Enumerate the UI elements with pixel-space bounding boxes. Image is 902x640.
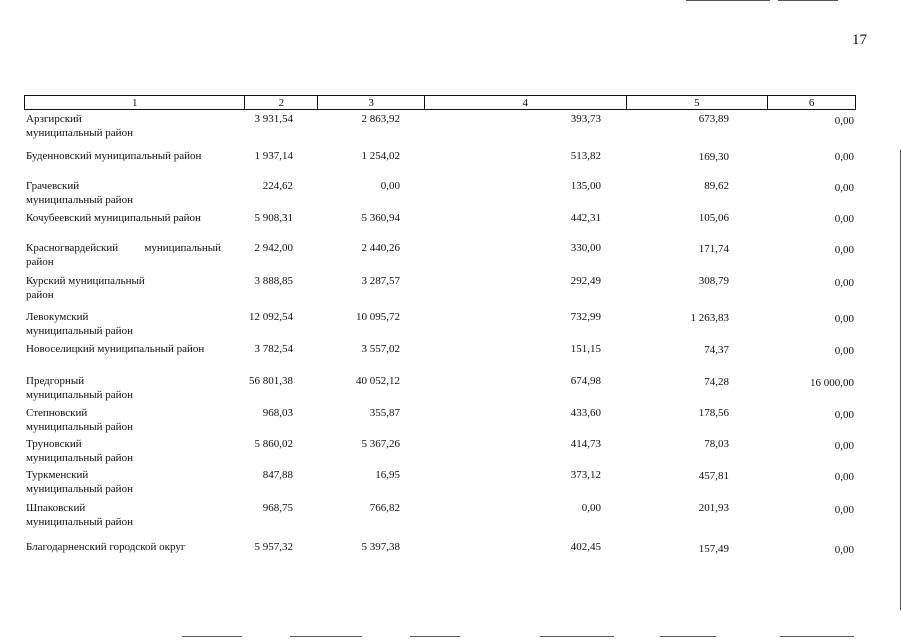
- cell-col6: 0,00: [834, 182, 854, 194]
- cell-col5: 105,06: [698, 212, 729, 224]
- cell-col4: 674,98: [570, 375, 601, 387]
- district-name: Благодарненский городской округ: [26, 541, 186, 553]
- cell-col5: 673,89: [698, 113, 729, 125]
- district-name: Левокумский муниципальный район: [26, 311, 133, 337]
- district-name: Грачевский муниципальный район: [26, 180, 133, 206]
- cell-col5: 308,79: [698, 275, 729, 287]
- cell-col2: 968,75: [262, 502, 293, 514]
- cell-col4: 373,12: [570, 469, 601, 481]
- scan-artifact-bottom: [410, 636, 460, 637]
- cell-col6: 0,00: [834, 244, 854, 256]
- table-header: [24, 95, 856, 110]
- district-name: Арзгирский муниципальный район: [26, 113, 133, 139]
- cell-col2: 2 942,00: [254, 242, 293, 254]
- cell-col6: 16 000,00: [810, 377, 854, 389]
- cell-col5: 74,28: [704, 376, 729, 388]
- district-name: Кочубеевский муниципальный район: [26, 212, 201, 224]
- cell-col6: 0,00: [834, 213, 854, 225]
- cell-col3: 355,87: [369, 407, 400, 419]
- scan-artifact-top: [778, 0, 838, 1]
- district-name: Курский муниципальный район: [26, 275, 145, 301]
- cell-col6: 0,00: [834, 151, 854, 163]
- cell-col5: 171,74: [698, 243, 729, 255]
- cell-col2: 3 782,54: [254, 343, 293, 355]
- cell-col2: 224,62: [262, 180, 293, 192]
- scan-artifact-right: [900, 150, 901, 610]
- district-name: Красногвардейский муниципальный район: [26, 242, 221, 268]
- cell-col3: 40 052,12: [356, 375, 400, 387]
- cell-col4: 513,82: [570, 150, 601, 162]
- cell-col2: 3 888,85: [254, 275, 293, 287]
- cell-col5: 157,49: [698, 543, 729, 555]
- cell-col4: 330,00: [570, 242, 601, 254]
- cell-col5: 201,93: [698, 502, 729, 514]
- cell-col3: 5 397,38: [361, 541, 400, 553]
- page-number: 17: [852, 32, 867, 48]
- cell-col2: 1 937,14: [254, 150, 293, 162]
- cell-col6: 0,00: [834, 409, 854, 421]
- cell-col2: 56 801,38: [249, 375, 293, 387]
- cell-col2: 3 931,54: [254, 113, 293, 125]
- cell-col5: 178,56: [698, 407, 729, 419]
- scan-artifact-bottom: [660, 636, 716, 637]
- header-cell: 1: [25, 96, 245, 109]
- cell-col6: 0,00: [834, 440, 854, 452]
- district-name: Буденновский муниципальный район: [26, 150, 202, 162]
- cell-col4: 442,31: [570, 212, 601, 224]
- scan-artifact-bottom: [182, 636, 242, 637]
- cell-col5: 457,81: [698, 470, 729, 482]
- cell-col3: 766,82: [369, 502, 400, 514]
- district-name: Труновский муниципальный район: [26, 438, 133, 464]
- cell-col5: 89,62: [704, 180, 729, 192]
- cell-col4: 402,45: [570, 541, 601, 553]
- cell-col6: 0,00: [834, 504, 854, 516]
- cell-col5: 1 263,83: [690, 312, 729, 324]
- cell-col3: 10 095,72: [356, 311, 400, 323]
- cell-col2: 5 957,32: [254, 541, 293, 553]
- cell-col5: 74,37: [704, 344, 729, 356]
- scan-artifact-bottom: [290, 636, 362, 637]
- cell-col4: 135,00: [570, 180, 601, 192]
- cell-col3: 5 360,94: [361, 212, 400, 224]
- cell-col6: 0,00: [834, 544, 854, 556]
- cell-col4: 151,15: [570, 343, 601, 355]
- scan-artifact-top: [686, 0, 770, 1]
- cell-col6: 0,00: [834, 345, 854, 357]
- cell-col6: 0,00: [834, 471, 854, 483]
- cell-col6: 0,00: [834, 115, 854, 127]
- cell-col5: 78,03: [704, 438, 729, 450]
- cell-col4: 393,73: [570, 113, 601, 125]
- district-name: Предгорный муниципальный район: [26, 375, 133, 401]
- cell-col4: 0,00: [581, 502, 601, 514]
- cell-col3: 3 287,57: [361, 275, 400, 287]
- cell-col4: 732,99: [570, 311, 601, 323]
- cell-col4: 414,73: [570, 438, 601, 450]
- district-name: Туркменский муниципальный район: [26, 469, 133, 495]
- header-cell: 4: [425, 96, 627, 109]
- cell-col4: 433,60: [570, 407, 601, 419]
- cell-col2: 5 908,31: [254, 212, 293, 224]
- cell-col5: 169,30: [698, 151, 729, 163]
- district-name: Новоселицкий муниципальный район: [26, 343, 205, 355]
- cell-col3: 1 254,02: [361, 150, 400, 162]
- cell-col3: 2 440,26: [361, 242, 400, 254]
- cell-col3: 16,95: [375, 469, 400, 481]
- cell-col3: 5 367,26: [361, 438, 400, 450]
- cell-col2: 12 092,54: [249, 311, 293, 323]
- cell-col4: 292,49: [570, 275, 601, 287]
- cell-col6: 0,00: [834, 313, 854, 325]
- header-cell: 6: [808, 97, 815, 109]
- cell-col6: 0,00: [834, 277, 854, 289]
- scan-artifact-bottom: [780, 636, 854, 637]
- header-cell: 5: [627, 96, 769, 109]
- cell-col3: 0,00: [380, 180, 400, 192]
- cell-col3: 3 557,02: [361, 343, 400, 355]
- district-name: Шпаковский муниципальный район: [26, 502, 133, 528]
- header-cell: 2: [245, 96, 318, 109]
- header-cell: 3: [318, 96, 425, 109]
- scan-artifact-bottom: [540, 636, 614, 637]
- cell-col2: 847,88: [262, 469, 293, 481]
- district-name: Степновский муниципальный район: [26, 407, 133, 433]
- cell-col3: 2 863,92: [361, 113, 400, 125]
- cell-col2: 5 860,02: [254, 438, 293, 450]
- cell-col2: 968,03: [262, 407, 293, 419]
